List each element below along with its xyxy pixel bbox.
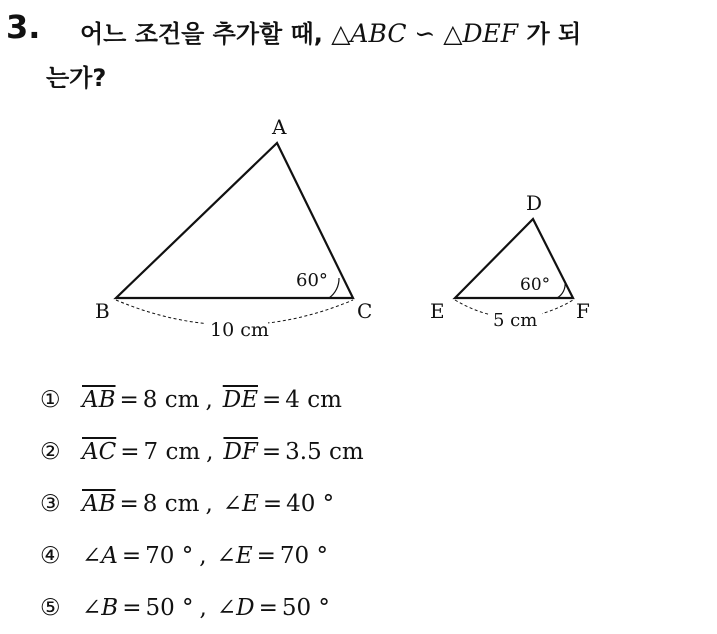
choice-5-part1-name: ∠B: [82, 595, 119, 621]
choice-2[interactable]: [40, 426, 364, 478]
vertex-a-label: A: [272, 115, 287, 139]
question-text-b: 가 되: [526, 20, 582, 48]
separator: ,: [199, 543, 207, 569]
choice-number: ④: [40, 543, 61, 569]
angle-c-label: 60°: [296, 270, 328, 291]
choice-1-part2-value: 4 cm: [285, 387, 342, 413]
similarity-statement: △ABC ∽ △DEF: [331, 19, 519, 48]
equals-sign: =: [121, 543, 142, 569]
equals-sign: =: [256, 543, 276, 569]
equals-sign: =: [120, 439, 140, 465]
triangle-def: [430, 191, 590, 331]
choice-4-part1-name: ∠A: [82, 543, 118, 569]
question-number: 3.: [6, 8, 41, 46]
vertex-f-label: F: [576, 299, 590, 323]
vertex-c-label: C: [357, 299, 373, 323]
separator: ,: [199, 595, 207, 621]
choice-3-part1-name: $\overline{AB}$: [82, 491, 116, 517]
separator: ,: [205, 387, 213, 413]
choice-2-part2-name: $\overline{DF}$: [223, 439, 258, 465]
vertex-d-label: D: [526, 191, 543, 215]
choice-2-part2-value: 3.5 cm: [285, 439, 364, 465]
choice-4[interactable]: [40, 530, 364, 582]
choice-3-part2-value: 40 °: [286, 491, 335, 517]
choice-1-part1-name: $\overline{AB}$: [82, 387, 116, 413]
choice-1[interactable]: [40, 374, 364, 426]
equals-sign: =: [261, 439, 282, 465]
choice-3-part2-name: ∠E: [222, 491, 259, 517]
separator: ,: [206, 439, 214, 465]
choice-5-part2-name: ∠D: [216, 595, 255, 621]
equals-sign: =: [258, 595, 278, 621]
choice-2-part1-value: 7 cm: [143, 439, 201, 465]
choice-5[interactable]: [40, 582, 364, 634]
choice-number: ①: [40, 387, 61, 413]
choice-3-part1-value: 8 cm: [142, 491, 200, 517]
separator: ,: [205, 491, 213, 517]
equals-sign: =: [262, 491, 283, 517]
choice-4-part1-value: 70 °: [145, 543, 194, 569]
choice-2-part1-name: $\overline{AC}$: [82, 439, 117, 465]
equals-sign: =: [119, 491, 139, 517]
choice-3[interactable]: [40, 478, 364, 530]
choice-5-part2-value: 50 °: [281, 595, 330, 621]
vertex-e-label: E: [430, 299, 445, 323]
choice-5-part1-value: 50 °: [145, 595, 194, 621]
angle-f-arc: [557, 282, 565, 298]
side-bc-label: 10 cm: [210, 319, 269, 341]
equals-sign: =: [119, 387, 139, 413]
question-text-line2: 는가?: [46, 64, 107, 92]
triangle-def-outline: [455, 219, 573, 298]
side-ef-label: 5 cm: [493, 310, 538, 331]
choice-4-part2-value: 70 °: [279, 543, 328, 569]
choice-number: ②: [40, 439, 61, 465]
triangle-abc: [95, 115, 372, 341]
equals-sign: =: [122, 595, 142, 621]
choice-1-part1-value: 8 cm: [142, 387, 200, 413]
vertex-b-label: B: [95, 299, 110, 323]
equals-sign: =: [261, 387, 282, 413]
choice-4-part2-name: ∠E: [216, 543, 253, 569]
answer-choices: [40, 374, 364, 634]
choice-number: ⑤: [40, 595, 61, 621]
angle-c-arc: [329, 278, 339, 298]
angle-f-label: 60°: [520, 275, 551, 295]
choice-number: ③: [40, 491, 61, 517]
choice-1-part2-name: $\overline{DE}$: [222, 387, 258, 413]
question-text-a: 어느 조건을 추가할 때,: [80, 20, 323, 48]
